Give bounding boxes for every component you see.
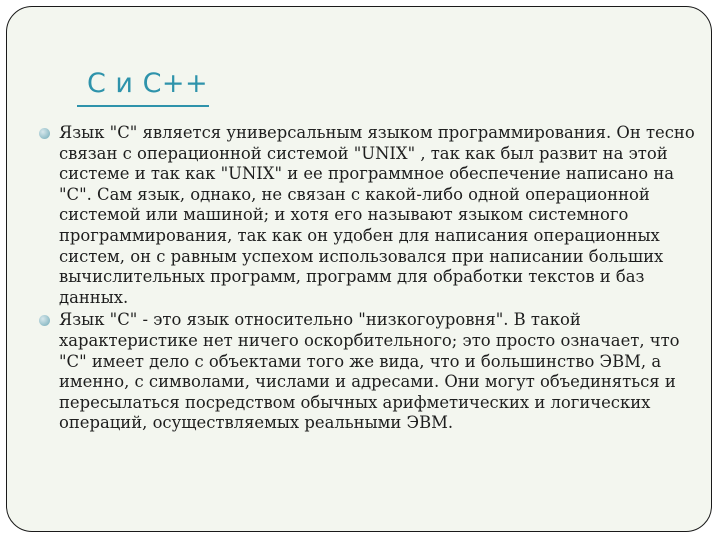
bullet-text-1: Язык "C" является универсальным языком программирования. Он тесно связан с операционной системой "UNIX" , так как был развит на этой системе и так как "UNIX" и ее программное обеспечение написано на "C". Сам язык, однако, не связан с какой-либо одной операционной системой или машиной; и хотя его называют языком системного программирования, так как он удобен для написания операционных систем, он с равным успехом использовался при написании больших вычислительных программ, программ для обработки текстов и баз данных.: [59, 123, 695, 307]
title-underline: [77, 105, 209, 107]
slide-frame: [6, 6, 712, 532]
bullet-text-2: Язык "C" - это язык относительно "низкогоуровня". В такой характеристике нет ничего оскорбительного; это просто означает, что "C" имеет дело с объектами того же вида, что и большинство ЭВМ, а именно, с символами, числами и адресами. Они могут объединяться и пересылаться посредством обычных арифметических и логических операций, осуществляемых реальными ЭВМ.: [59, 310, 680, 433]
bullet-item-2: [35, 310, 701, 434]
slide-content: [35, 123, 701, 436]
bullet-dot-icon: [39, 128, 50, 139]
bullet-item-1: [35, 123, 701, 308]
bullet-dot-icon: [39, 315, 50, 326]
slide-title: С и С++: [87, 68, 209, 99]
